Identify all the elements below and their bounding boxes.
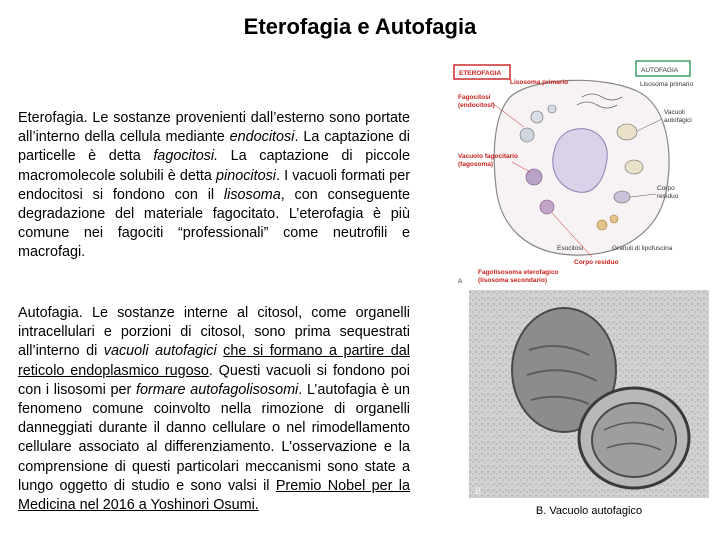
label-eterofagia: ETEROFAGIA — [459, 70, 502, 77]
label-autofagici: autofagici — [664, 117, 692, 124]
em-micrograph-autophagic-vacuole — [469, 290, 709, 498]
label-corpo: Corpo — [657, 185, 675, 192]
label-endocitosi: (endocitosi) — [458, 102, 495, 109]
label-autofagia: AUTOFAGIA — [641, 67, 679, 74]
sequestered-organelle — [592, 403, 676, 477]
micrograph-caption: B. Vacuolo autofagico — [535, 505, 643, 517]
vesicle — [531, 111, 543, 123]
label-vacuoli: Vacuoli — [664, 109, 685, 116]
lipofuscin-granule — [597, 220, 607, 230]
label-fagolisosoma: Fagolisosoma eterofagico — [478, 269, 559, 276]
residual-body — [540, 200, 554, 214]
label-lisosoma-primario: Lisosoma primario — [510, 79, 569, 86]
vesicle — [548, 105, 556, 113]
micrograph-svg — [469, 290, 709, 498]
phagosome — [520, 128, 534, 142]
label-granuli-lipofuscina: Granuli di lipofuscina — [612, 245, 673, 252]
underlined-phrase-nobel: Premio Nobel per la Medicina nel 2016 a Yoshinori Osumi. — [18, 477, 410, 514]
label-vacuolo-fagocitario: Vacuolo fagocitario — [458, 153, 518, 160]
diagram-eterofagia-autofagia — [452, 57, 698, 285]
paragraph-eterofagia: Eterofagia. Le sostanze provenienti dall’esterno sono portate all’interno della cellula mediante endocitosi. La captazione di particelle è detta fagocitosi. La captazione di piccole macromolecole solubili è detta pinocitosi. I vacuoli formati per endocitosi si fondono con il lisosoma, con conseguente degradazione del materiale fagocitato. L’eterofagia è più comune nei fagociti “professionali” come neutrofili e macrofagi. — [18, 110, 410, 261]
label-fagosoma: (fagosoma) — [458, 161, 494, 168]
label-corpo-residuo: Corpo residuo — [574, 259, 619, 266]
autophagic-vacuole — [617, 124, 637, 140]
label-esocitosi: Esocitosi — [557, 245, 584, 252]
autophagic-vacuole — [625, 160, 643, 174]
phagolysosome — [526, 169, 542, 185]
cell-diagram-svg — [452, 57, 698, 285]
label-residuo: residuo — [657, 193, 679, 200]
term-eterofagia: Eterofagia — [18, 110, 84, 126]
underlined-phrase-rer: che si formano a partire dal reticolo endoplasmico rugoso — [18, 343, 411, 379]
nucleus — [553, 129, 607, 193]
term-autofagia: Autofagia. — [18, 305, 83, 321]
residual-body — [614, 191, 630, 203]
slide-title: Eterofagia e Autofagia — [243, 14, 477, 39]
label-lisosoma-secondario: (lisosoma secondario) — [478, 277, 547, 284]
panel-letter-b: B — [475, 486, 482, 496]
paragraph-autofagia: Autofagia. Le sostanze interne al citosol, come organelli intracellulari e porzioni di citosol, sono prima sequestrati all’interno di vacuoli autofagici che si formano a partire dal reticolo endoplasmico rugoso. Questi vacuoli si fondono poi con i lisosomi per formare autofagolisosomi. L’autofagia è un fenomeno comune coinvolto nella rimozione di organelli danneggiati durante il danno cellulare o nel rimodellamento cellulare associato al differenziamento. L'osservazione e la comprensione di questi particolari meccanismi sono state a lungo oggetto di studio e sono valsi il Premio Nobel per la Medicina nel 2016 a Yoshinori Osumi. — [18, 305, 411, 514]
label-lisosoma-primario-gray: Lisosoma primario — [640, 81, 694, 88]
label-fagocitosi: Fagocitosi — [458, 94, 491, 101]
lipofuscin-granule — [610, 215, 618, 223]
panel-letter-a: A — [458, 278, 463, 285]
